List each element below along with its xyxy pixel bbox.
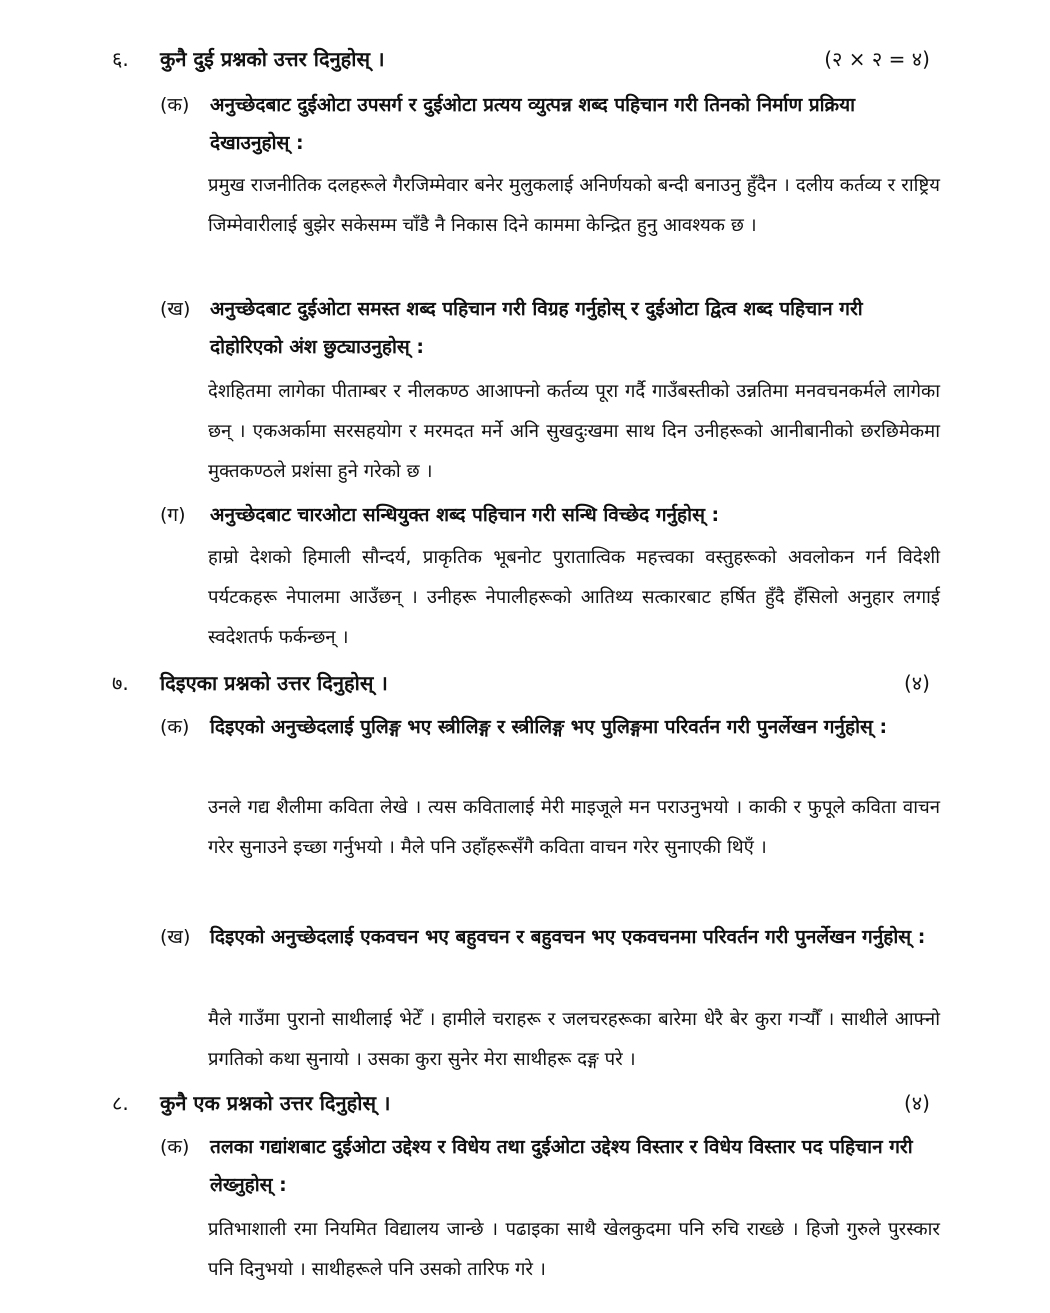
passage: प्रमुख राजनीतिक दलहरूले गैरजिम्मेवार बनेर मुलुकलाई अनिर्णयको बन्दी बनाउनु हुँदैन । दलीय कर्तव्य र राष्ट्रिय जिम्मेवारीलाई बुझेर सकेसम्म चाँडै नै निकास दिने काममा केन्द्रित हुनु आवश्यक छ । — [208, 175, 940, 236]
question-title: कुनै एक प्रश्नको उत्तर दिनुहोस् । — [160, 1091, 391, 1115]
question-6-header — [112, 42, 930, 76]
passage: मैले गाउँमा पुरानो साथीलाई भेटेँ । हामीले चराहरू र जलचरहरूका बारेमा धेरै बेर कुरा गर्‍यौँ । साथीले आफ्नो प्रगतिको कथा सुनायो । उसका कुरा सुनेर मेरा साथीहरू दङ्ग परे । — [208, 1009, 940, 1070]
question-title: दिइएका प्रश्नको उत्तर दिनुहोस् । — [160, 671, 388, 695]
part-instruction: तलका गद्यांशबाट दुईओटा उद्देश्य र विधेय तथा दुईओटा उद्देश्य विस्तार र विधेय विस्तार पद पहिचान गरी लेख्नुहोस् : — [210, 1136, 913, 1196]
part-instruction: अनुच्छेदबाट दुईओटा उपसर्ग र दुईओटा प्रत्यय व्युत्पन्न शब्द पहिचान गरी तिनको निर्माण प्रक्रिया देखाउनुहोस् : — [210, 94, 856, 154]
question-marks: (४) — [903, 1091, 930, 1115]
part-instruction: दिइएको अनुच्छेदलाई एकवचन भए बहुवचन र बहुवचन भए एकवचनमा परिवर्तन गरी पुनर्लेखन गर्नुहोस् : — [210, 926, 926, 948]
part-instruction: अनुच्छेदबाट चारओटा सन्धियुक्त शब्द पहिचान गरी सन्धि विच्छेद गर्नुहोस् : — [210, 504, 720, 526]
question-marks: (४) — [903, 671, 930, 695]
part-label: (ग) — [160, 504, 186, 526]
question-number: ८. — [112, 1091, 129, 1115]
question-title: कुनै दुई प्रश्नको उत्तर दिनुहोस् । — [160, 47, 385, 71]
question-8-header — [112, 1086, 930, 1120]
passage: प्रतिभाशाली रमा नियमित विद्यालय जान्छे । पढाइका साथै खेलकुदमा पनि रुचि राख्छे । हिजो गुरुले पुरस्कार पनि दिनुभयो । साथीहरूले पनि उसको तारिफ गरे । — [208, 1219, 940, 1280]
part-label: (क) — [160, 716, 190, 738]
part-label: (ख) — [160, 926, 191, 948]
part-instruction: दिइएको अनुच्छेदलाई पुलिङ्ग भए स्त्रीलिङ्ग र स्त्रीलिङ्ग भए पुलिङ्गमा परिवर्तन गरी पुनर्लेखन गर्नुहोस् : — [210, 716, 888, 738]
question-7-header — [112, 666, 930, 700]
part-instruction: अनुच्छेदबाट दुईओटा समस्त शब्द पहिचान गरी विग्रह गर्नुहोस् र दुईओटा द्वित्व शब्द पहिचान गरी दोहोरिएको अंश छुट्याउनुहोस् : — [210, 298, 863, 358]
part-label: (क) — [160, 1136, 190, 1158]
question-marks: (२ × २ = ४) — [824, 47, 930, 71]
question-number: ७. — [112, 671, 129, 695]
part-label: (ख) — [160, 298, 191, 320]
question-number: ६. — [112, 47, 129, 71]
passage: हाम्रो देशको हिमाली सौन्दर्य, प्राकृतिक भूबनोट पुरातात्विक महत्त्वका वस्तुहरूको अवलोकन गर्न विदेशी पर्यटकहरू नेपालमा आउँछन् । उनीहरू नेपालीहरूको आतिथ्य सत्कारबाट हर्षित हुँदै हँसिलो अनुहार लगाई स्वदेशतर्फ फर्कन्छन् । — [208, 547, 940, 648]
passage: देशहितमा लागेका पीताम्बर र नीलकण्ठ आआफ्नो कर्तव्य पूरा गर्दै गाउँबस्तीको उन्नतिमा मनवचनकर्मले लागेका छन् । एकअर्कामा सरसहयोग र मरमदत मर्ने अनि सुखदुःखमा साथ दिन उनीहरूको आनीबानीको छरछिमेकमा मुक्तकण्ठले प्रशंसा हुने गरेको छ । — [208, 381, 940, 482]
part-label: (क) — [160, 94, 190, 116]
passage: उनले गद्य शैलीमा कविता लेखे । त्यस कवितालाई मेरी माइजूले मन पराउनुभयो । काकी र फुपूले कविता वाचन गरेर सुनाउने इच्छा गर्नुभयो । मैले पनि उहाँहरूसँगै कविता वाचन गरेर सुनाएकी थिएँ । — [208, 797, 940, 858]
